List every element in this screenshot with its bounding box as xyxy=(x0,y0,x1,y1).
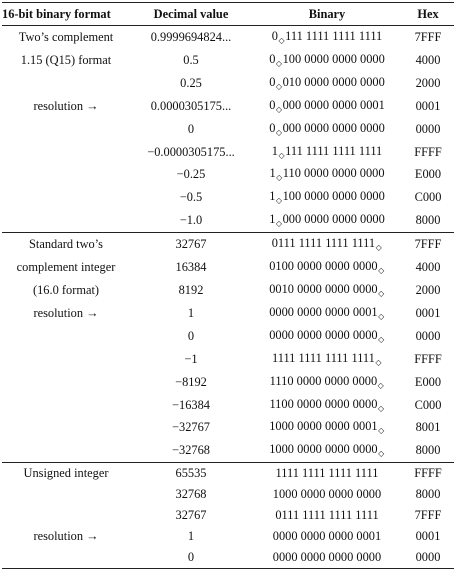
binary-digits-after-point: 100 0000 0000 0000 xyxy=(282,51,385,66)
decimal-value: −0.5 xyxy=(179,190,203,205)
binary-digits-before-point: 1110 0000 0000 0000 xyxy=(269,373,378,388)
hex-value: 0000 xyxy=(415,549,441,564)
format-label xyxy=(2,439,130,462)
binary-digits-before-point: 0 xyxy=(269,120,276,135)
binary-value xyxy=(252,348,402,371)
binary-value xyxy=(252,547,402,568)
decimal-value: −16384 xyxy=(172,397,210,412)
format-label xyxy=(2,141,130,164)
binary-value xyxy=(252,163,402,186)
format-label xyxy=(2,348,130,371)
binary-value xyxy=(252,526,402,547)
binary-point-icon: ◇ xyxy=(378,288,385,298)
hex-value: 8000 xyxy=(415,213,441,228)
binary-format-table xyxy=(2,2,454,569)
binary-digits-after-point: 000 0000 0000 0001 xyxy=(282,97,385,112)
table-row xyxy=(2,95,454,118)
binary-point-icon: ◇ xyxy=(378,449,385,459)
binary-value xyxy=(252,141,402,164)
decimal-value: 1 xyxy=(187,305,195,320)
binary-point-icon: ◇ xyxy=(378,311,385,321)
table-row xyxy=(2,141,454,164)
format-label: Standard two’s xyxy=(29,237,103,252)
binary-value xyxy=(252,186,402,209)
hex-value: FFFF xyxy=(414,144,442,159)
decimal-value: 32767 xyxy=(175,508,207,523)
table-row xyxy=(2,209,454,232)
table-row xyxy=(2,463,454,484)
format-label: resolution → xyxy=(33,305,99,320)
binary-value xyxy=(252,325,402,348)
binary-digits-before-point: 0000 0000 0000 0000 xyxy=(269,327,378,342)
decimal-value: −8192 xyxy=(175,374,207,389)
binary-digits-before-point: 0010 0000 0000 0000 xyxy=(269,281,378,296)
binary-digits: 0000 0000 0000 0000 xyxy=(272,549,382,564)
binary-point-icon: ◇ xyxy=(278,36,285,45)
hex-value: 4000 xyxy=(415,52,441,67)
format-label xyxy=(2,209,130,232)
binary-value xyxy=(252,302,402,325)
binary-digits: 0000 0000 0000 0001 xyxy=(272,528,382,543)
hex-value: E000 xyxy=(414,374,442,389)
decimal-value: 0 xyxy=(187,328,195,343)
binary-value xyxy=(252,118,402,141)
hex-value: 7FFF xyxy=(414,30,442,44)
decimal-value: 32768 xyxy=(175,487,207,502)
table-row xyxy=(2,526,454,547)
hex-value: C000 xyxy=(414,190,442,205)
binary-digits-before-point: 0111 1111 1111 1111 xyxy=(271,236,376,251)
hex-value: 0000 xyxy=(415,121,441,136)
format-label xyxy=(2,118,130,141)
binary-digits-after-point: 000 0000 0000 0000 xyxy=(282,212,385,227)
table-row xyxy=(2,325,454,348)
decimal-value: 0.9999694824... xyxy=(150,30,232,44)
binary-digits-after-point: 111 1111 1111 1111 xyxy=(285,29,383,43)
binary-digits-before-point: 0 xyxy=(269,51,276,66)
binary-value xyxy=(252,371,402,394)
table-row xyxy=(2,484,454,505)
format-label xyxy=(2,186,130,209)
decimal-value: 0 xyxy=(187,121,195,136)
header-row xyxy=(2,3,454,26)
binary-value xyxy=(252,439,402,462)
format-label: complement integer xyxy=(16,260,116,275)
hex-value: E000 xyxy=(414,167,442,182)
decimal-value: 0.0000305175... xyxy=(150,98,232,113)
table-row xyxy=(2,394,454,417)
binary-value xyxy=(252,463,402,484)
format-label xyxy=(2,325,130,348)
format-label xyxy=(2,72,130,95)
header-decimal: Decimal value xyxy=(130,3,252,26)
decimal-value: 0.25 xyxy=(180,75,202,90)
table-row xyxy=(2,163,454,186)
format-label xyxy=(2,416,130,439)
binary-digits: 1000 0000 0000 0000 xyxy=(272,487,382,502)
table-row xyxy=(2,26,454,49)
format-label: resolution → xyxy=(33,98,99,113)
table-row xyxy=(2,416,454,439)
table-row xyxy=(2,118,454,141)
table-row xyxy=(2,233,454,256)
hex-value: 0001 xyxy=(415,528,441,543)
table-section xyxy=(2,463,454,569)
binary-digits: 0111 1111 1111 1111 xyxy=(275,508,379,523)
decimal-value: 0 xyxy=(187,549,195,564)
format-label: Unsigned integer xyxy=(23,466,109,481)
binary-point-icon: ◇ xyxy=(276,173,283,183)
decimal-value: −0.0000305175... xyxy=(147,144,235,159)
binary-point-icon: ◇ xyxy=(375,243,382,253)
decimal-value: 0.5 xyxy=(183,52,199,67)
hex-value: 2000 xyxy=(415,75,441,90)
binary-digits-before-point: 0100 0000 0000 0000 xyxy=(269,259,378,274)
table-row xyxy=(2,439,454,462)
binary-digits-before-point: 1 xyxy=(269,189,276,204)
decimal-value: 16384 xyxy=(175,260,207,275)
binary-digits-before-point: 1 xyxy=(269,166,276,181)
decimal-value: −1 xyxy=(184,351,198,366)
binary-digits-after-point: 000 0000 0000 0000 xyxy=(282,120,385,135)
binary-digits-after-point: 111 1111 1111 1111 xyxy=(285,143,383,158)
header-format: 16-bit binary format xyxy=(2,3,130,26)
binary-digits-before-point: 1000 0000 0000 0001 xyxy=(269,419,378,434)
binary-value xyxy=(252,26,402,49)
binary-point-icon: ◇ xyxy=(278,150,285,160)
header-hex: Hex xyxy=(402,3,454,26)
binary-digits-before-point: 1000 0000 0000 0000 xyxy=(269,442,378,457)
hex-value: 8000 xyxy=(415,443,441,458)
format-label: (16.0 format) xyxy=(32,282,100,297)
binary-value xyxy=(252,416,402,439)
binary-digits-before-point: 0 xyxy=(271,29,278,43)
binary-value xyxy=(252,209,402,232)
binary-value xyxy=(252,279,402,302)
binary-value xyxy=(252,49,402,72)
hex-value: 8000 xyxy=(415,487,441,502)
table-row xyxy=(2,371,454,394)
hex-value: FFFF xyxy=(414,466,442,481)
table-header xyxy=(2,3,454,26)
binary-digits: 1111 1111 1111 1111 xyxy=(275,466,379,481)
hex-value: FFFF xyxy=(414,351,442,366)
decimal-value: 32767 xyxy=(175,237,207,252)
binary-digits-before-point: 0 xyxy=(269,97,276,112)
table-row xyxy=(2,302,454,325)
binary-point-icon: ◇ xyxy=(378,334,385,344)
binary-point-icon: ◇ xyxy=(275,104,283,114)
hex-value: 7FFF xyxy=(414,237,442,252)
format-label xyxy=(2,163,130,186)
table-row xyxy=(2,49,454,72)
binary-point-icon: ◇ xyxy=(275,81,283,91)
binary-value xyxy=(252,95,402,118)
table-row xyxy=(2,186,454,209)
table-section xyxy=(2,233,454,463)
binary-digits-after-point: 100 0000 0000 0000 xyxy=(282,189,385,204)
table-row xyxy=(2,348,454,371)
binary-digits-before-point: 1100 0000 0000 0000 xyxy=(269,396,378,411)
binary-digits-after-point: 110 0000 0000 0000 xyxy=(282,166,385,181)
binary-point-icon: ◇ xyxy=(377,403,385,413)
decimal-value: −0.25 xyxy=(176,167,206,182)
binary-point-icon: ◇ xyxy=(275,196,283,206)
decimal-value: −32767 xyxy=(172,420,210,435)
hex-value: 0000 xyxy=(415,328,441,343)
binary-digits-before-point: 0000 0000 0000 0001 xyxy=(269,304,378,319)
binary-value xyxy=(252,394,402,417)
format-label xyxy=(2,484,130,505)
format-label xyxy=(2,371,130,394)
header-binary: Binary xyxy=(252,3,402,26)
binary-point-icon: ◇ xyxy=(378,426,385,436)
format-label: 1.15 (Q15) format xyxy=(20,52,112,67)
binary-digits-after-point: 010 0000 0000 0000 xyxy=(282,74,385,89)
decimal-value: −1.0 xyxy=(179,213,203,228)
hex-value: 4000 xyxy=(415,260,441,275)
binary-digits-before-point: 1 xyxy=(271,143,278,158)
format-label xyxy=(2,394,130,417)
format-label: resolution → xyxy=(33,528,99,543)
binary-value xyxy=(252,256,402,279)
binary-value xyxy=(252,233,402,256)
binary-value xyxy=(252,72,402,95)
table-row xyxy=(2,279,454,302)
hex-value: 2000 xyxy=(415,282,441,297)
binary-point-icon: ◇ xyxy=(275,127,283,137)
decimal-value: 8192 xyxy=(178,282,204,297)
binary-value xyxy=(252,484,402,505)
binary-digits-before-point: 0 xyxy=(269,74,276,89)
table-section xyxy=(2,26,454,233)
hex-value: 8001 xyxy=(415,420,441,435)
binary-point-icon: ◇ xyxy=(275,219,283,229)
binary-point-icon: ◇ xyxy=(377,380,384,390)
hex-value: 0001 xyxy=(415,98,441,113)
hex-value: C000 xyxy=(414,397,442,412)
decimal-value: 1 xyxy=(187,528,195,543)
decimal-value: −32768 xyxy=(172,443,210,458)
table-row xyxy=(2,547,454,568)
binary-point-icon: ◇ xyxy=(378,266,385,276)
decimal-value: 65535 xyxy=(175,466,207,481)
binary-point-icon: ◇ xyxy=(275,58,283,68)
binary-point-icon: ◇ xyxy=(375,357,382,367)
binary-digits-before-point: 1111 1111 1111 1111 xyxy=(271,350,375,365)
format-label xyxy=(2,547,130,568)
hex-value: 7FFF xyxy=(414,508,442,523)
binary-digits-before-point: 1 xyxy=(269,212,276,227)
format-label: Two’s complement xyxy=(18,30,114,44)
table-row xyxy=(2,72,454,95)
table-row xyxy=(2,256,454,279)
hex-value: 0001 xyxy=(415,305,441,320)
